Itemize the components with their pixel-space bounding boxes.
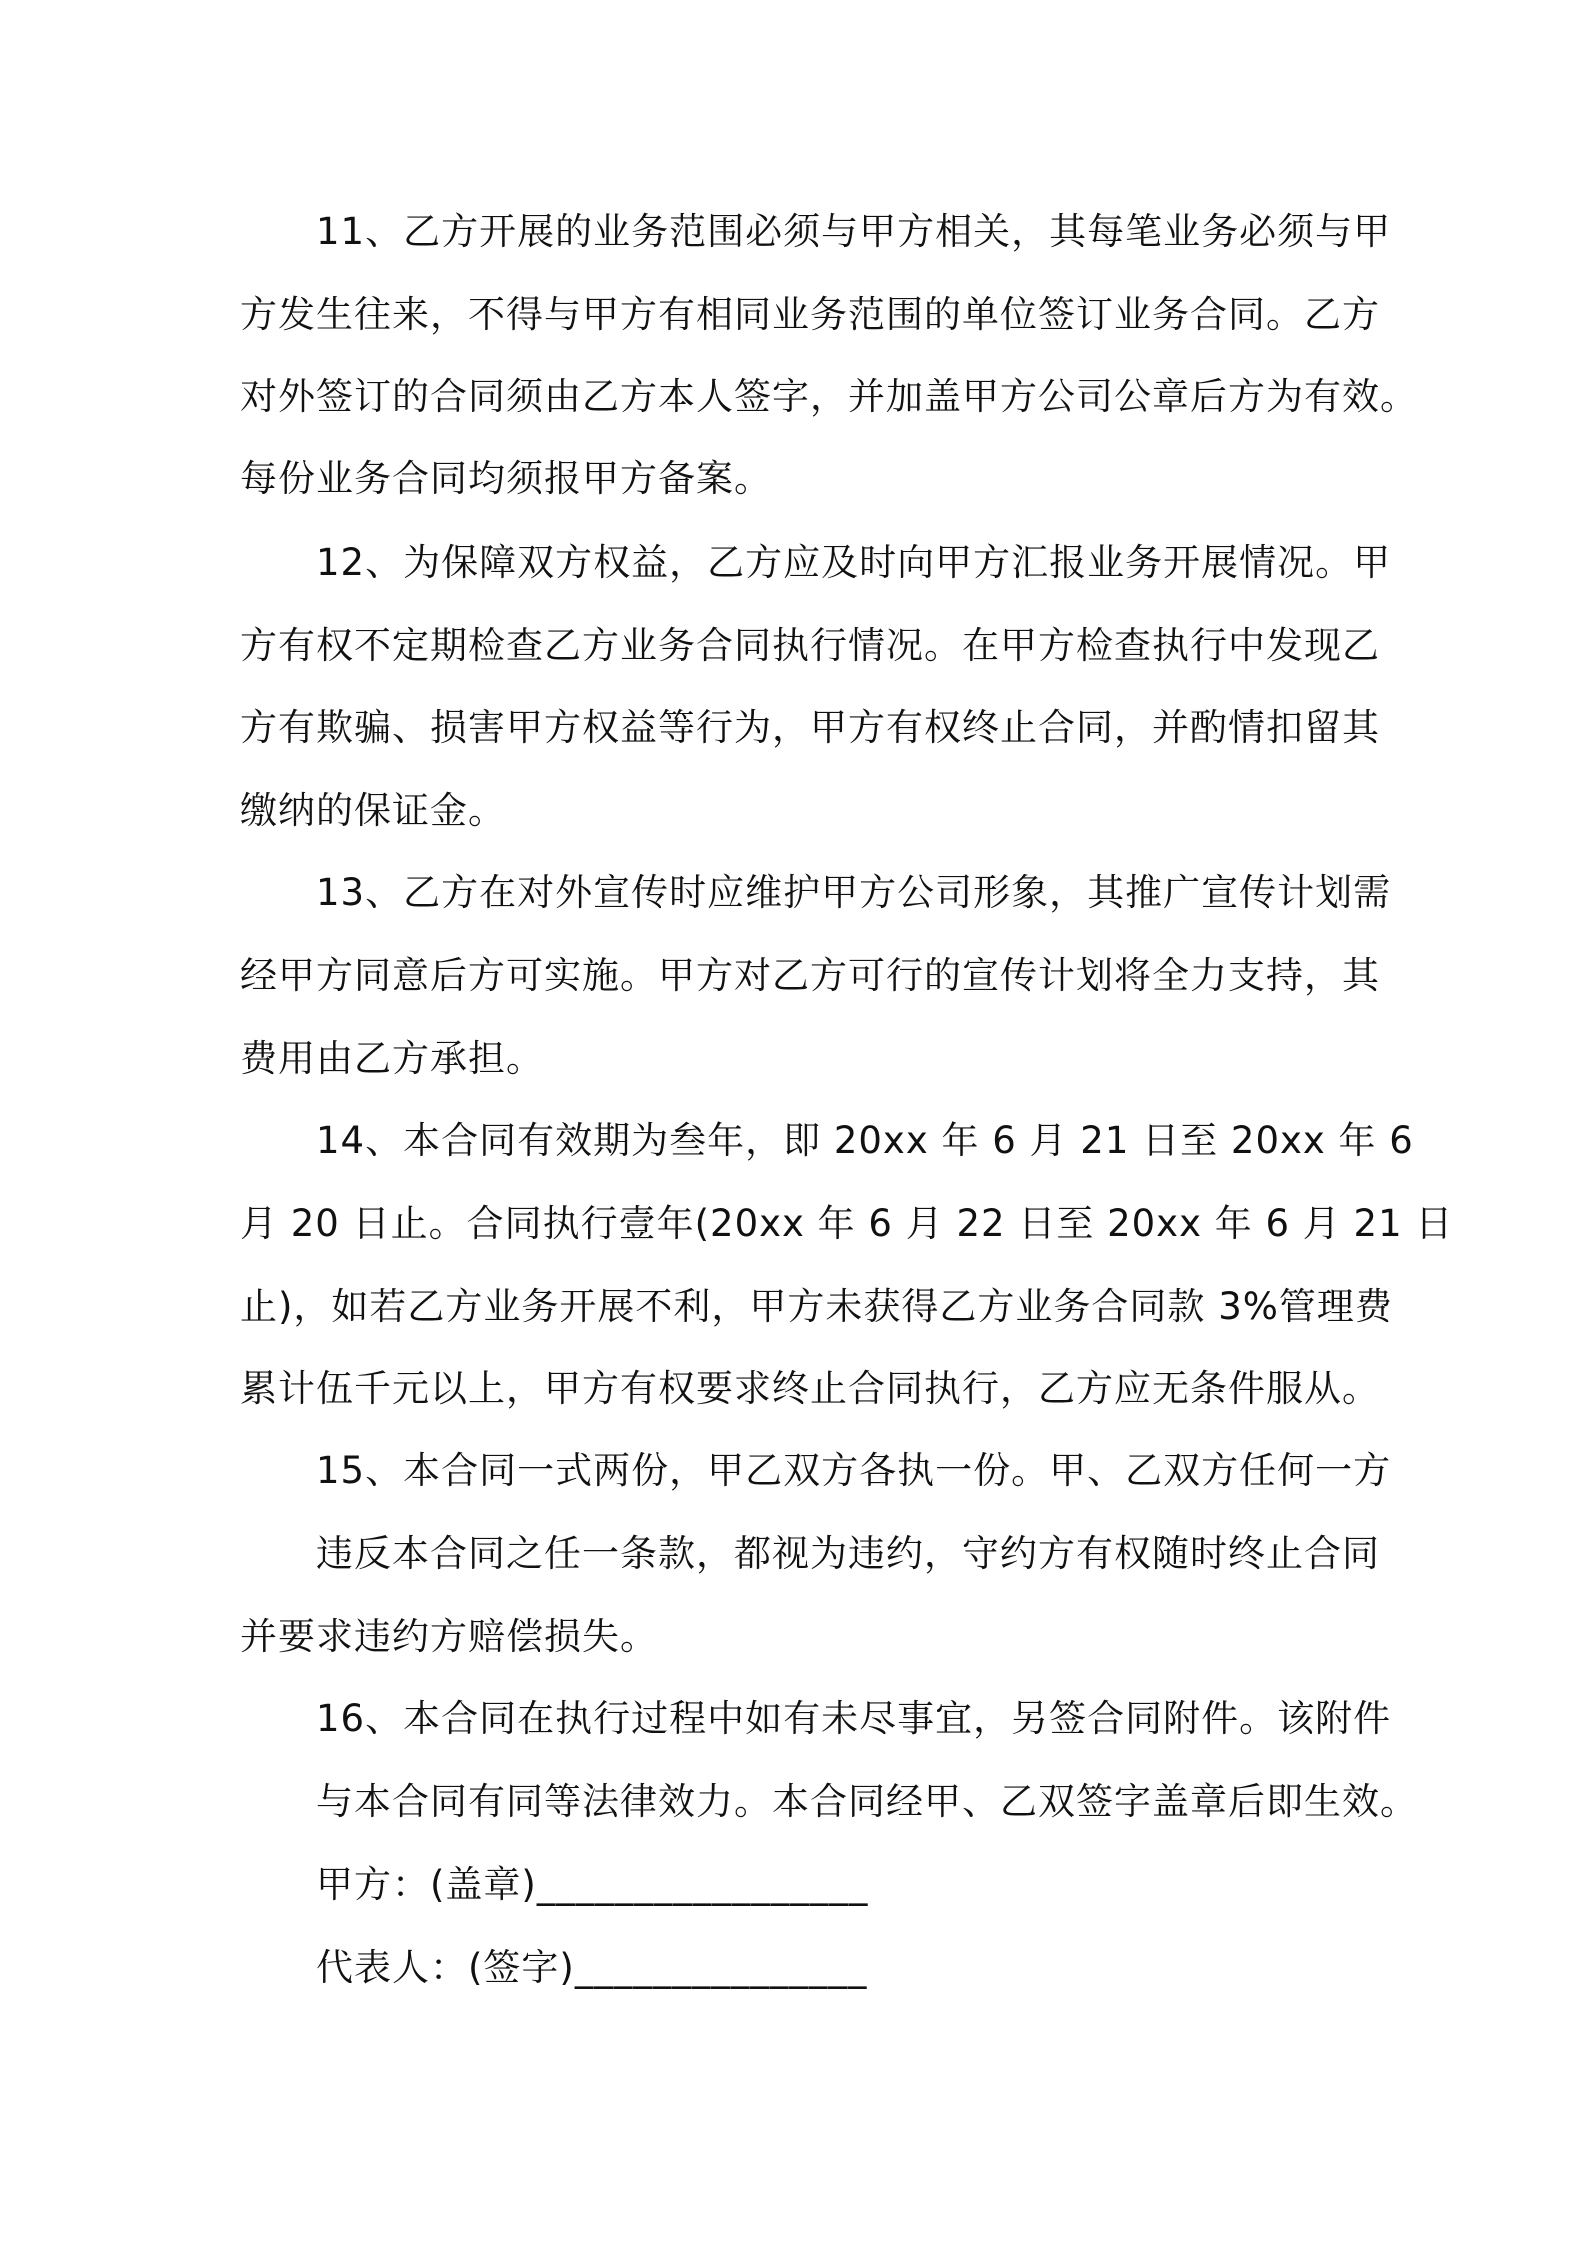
- clause-15-line-3: 并要求违约方赔偿损失。: [240, 1615, 658, 1658]
- clause-12-line-4: 缴纳的保证金。: [240, 789, 506, 832]
- party-a-seal-line: 甲方：(盖章)_________________: [316, 1863, 869, 1906]
- clause-14-line-4: 累计伍千元以上，甲方有权要求终止合同执行，乙方应无条件服从。: [240, 1367, 1380, 1410]
- clause-12-line-2: 方有权不定期检查乙方业务合同执行情况。在甲方检查执行中发现乙: [240, 624, 1380, 667]
- clause-16-line-2: 与本合同有同等法律效力。本合同经甲、乙双签字盖章后即生效。: [316, 1780, 1418, 1823]
- clause-12-line-3: 方有欺骗、损害甲方权益等行为，甲方有权终止合同，并酌情扣留其: [240, 706, 1380, 749]
- clause-12-line-1: 12、为保障双方权益，乙方应及时向甲方汇报业务开展情况。甲: [316, 541, 1392, 584]
- clause-14-line-1: 14、本合同有效期为叁年，即 20xx 年 6 月 21 日至 20xx 年 6: [316, 1119, 1414, 1162]
- clause-16-line-1: 16、本合同在执行过程中如有未尽事宜，另签合同附件。该附件: [316, 1697, 1392, 1740]
- clause-14-line-2: 月 20 日止。合同执行壹年(20xx 年 6 月 22 日至 20xx 年 6 月 21 日: [240, 1202, 1454, 1245]
- clause-13-line-3: 费用由乙方承担。: [240, 1037, 544, 1080]
- clause-11-line-4: 每份业务合同均须报甲方备案。: [240, 457, 772, 500]
- clause-11-line-1: 11、乙方开展的业务范围必须与甲方相关，其每笔业务必须与甲: [316, 210, 1392, 253]
- clause-11-line-2: 方发生往来，不得与甲方有相同业务范围的单位签订业务合同。乙方: [240, 293, 1380, 336]
- clause-15-line-1: 15、本合同一式两份，甲乙双方各执一份。甲、乙双方任何一方: [316, 1449, 1392, 1492]
- clause-13-line-2: 经甲方同意后方可实施。甲方对乙方可行的宣传计划将全力支持，其: [240, 954, 1380, 997]
- representative-signature-line: 代表人：(签字)_______________: [316, 1946, 868, 1989]
- clause-14-line-3: 止)，如若乙方业务开展不利，甲方未获得乙方业务合同款 3%管理费: [240, 1285, 1393, 1328]
- clause-11-line-3: 对外签订的合同须由乙方本人签字，并加盖甲方公司公章后方为有效。: [240, 375, 1418, 418]
- clause-13-line-1: 13、乙方在对外宣传时应维护甲方公司形象，其推广宣传计划需: [316, 871, 1392, 914]
- clause-15-line-2: 违反本合同之任一条款，都视为违约，守约方有权随时终止合同: [316, 1532, 1380, 1575]
